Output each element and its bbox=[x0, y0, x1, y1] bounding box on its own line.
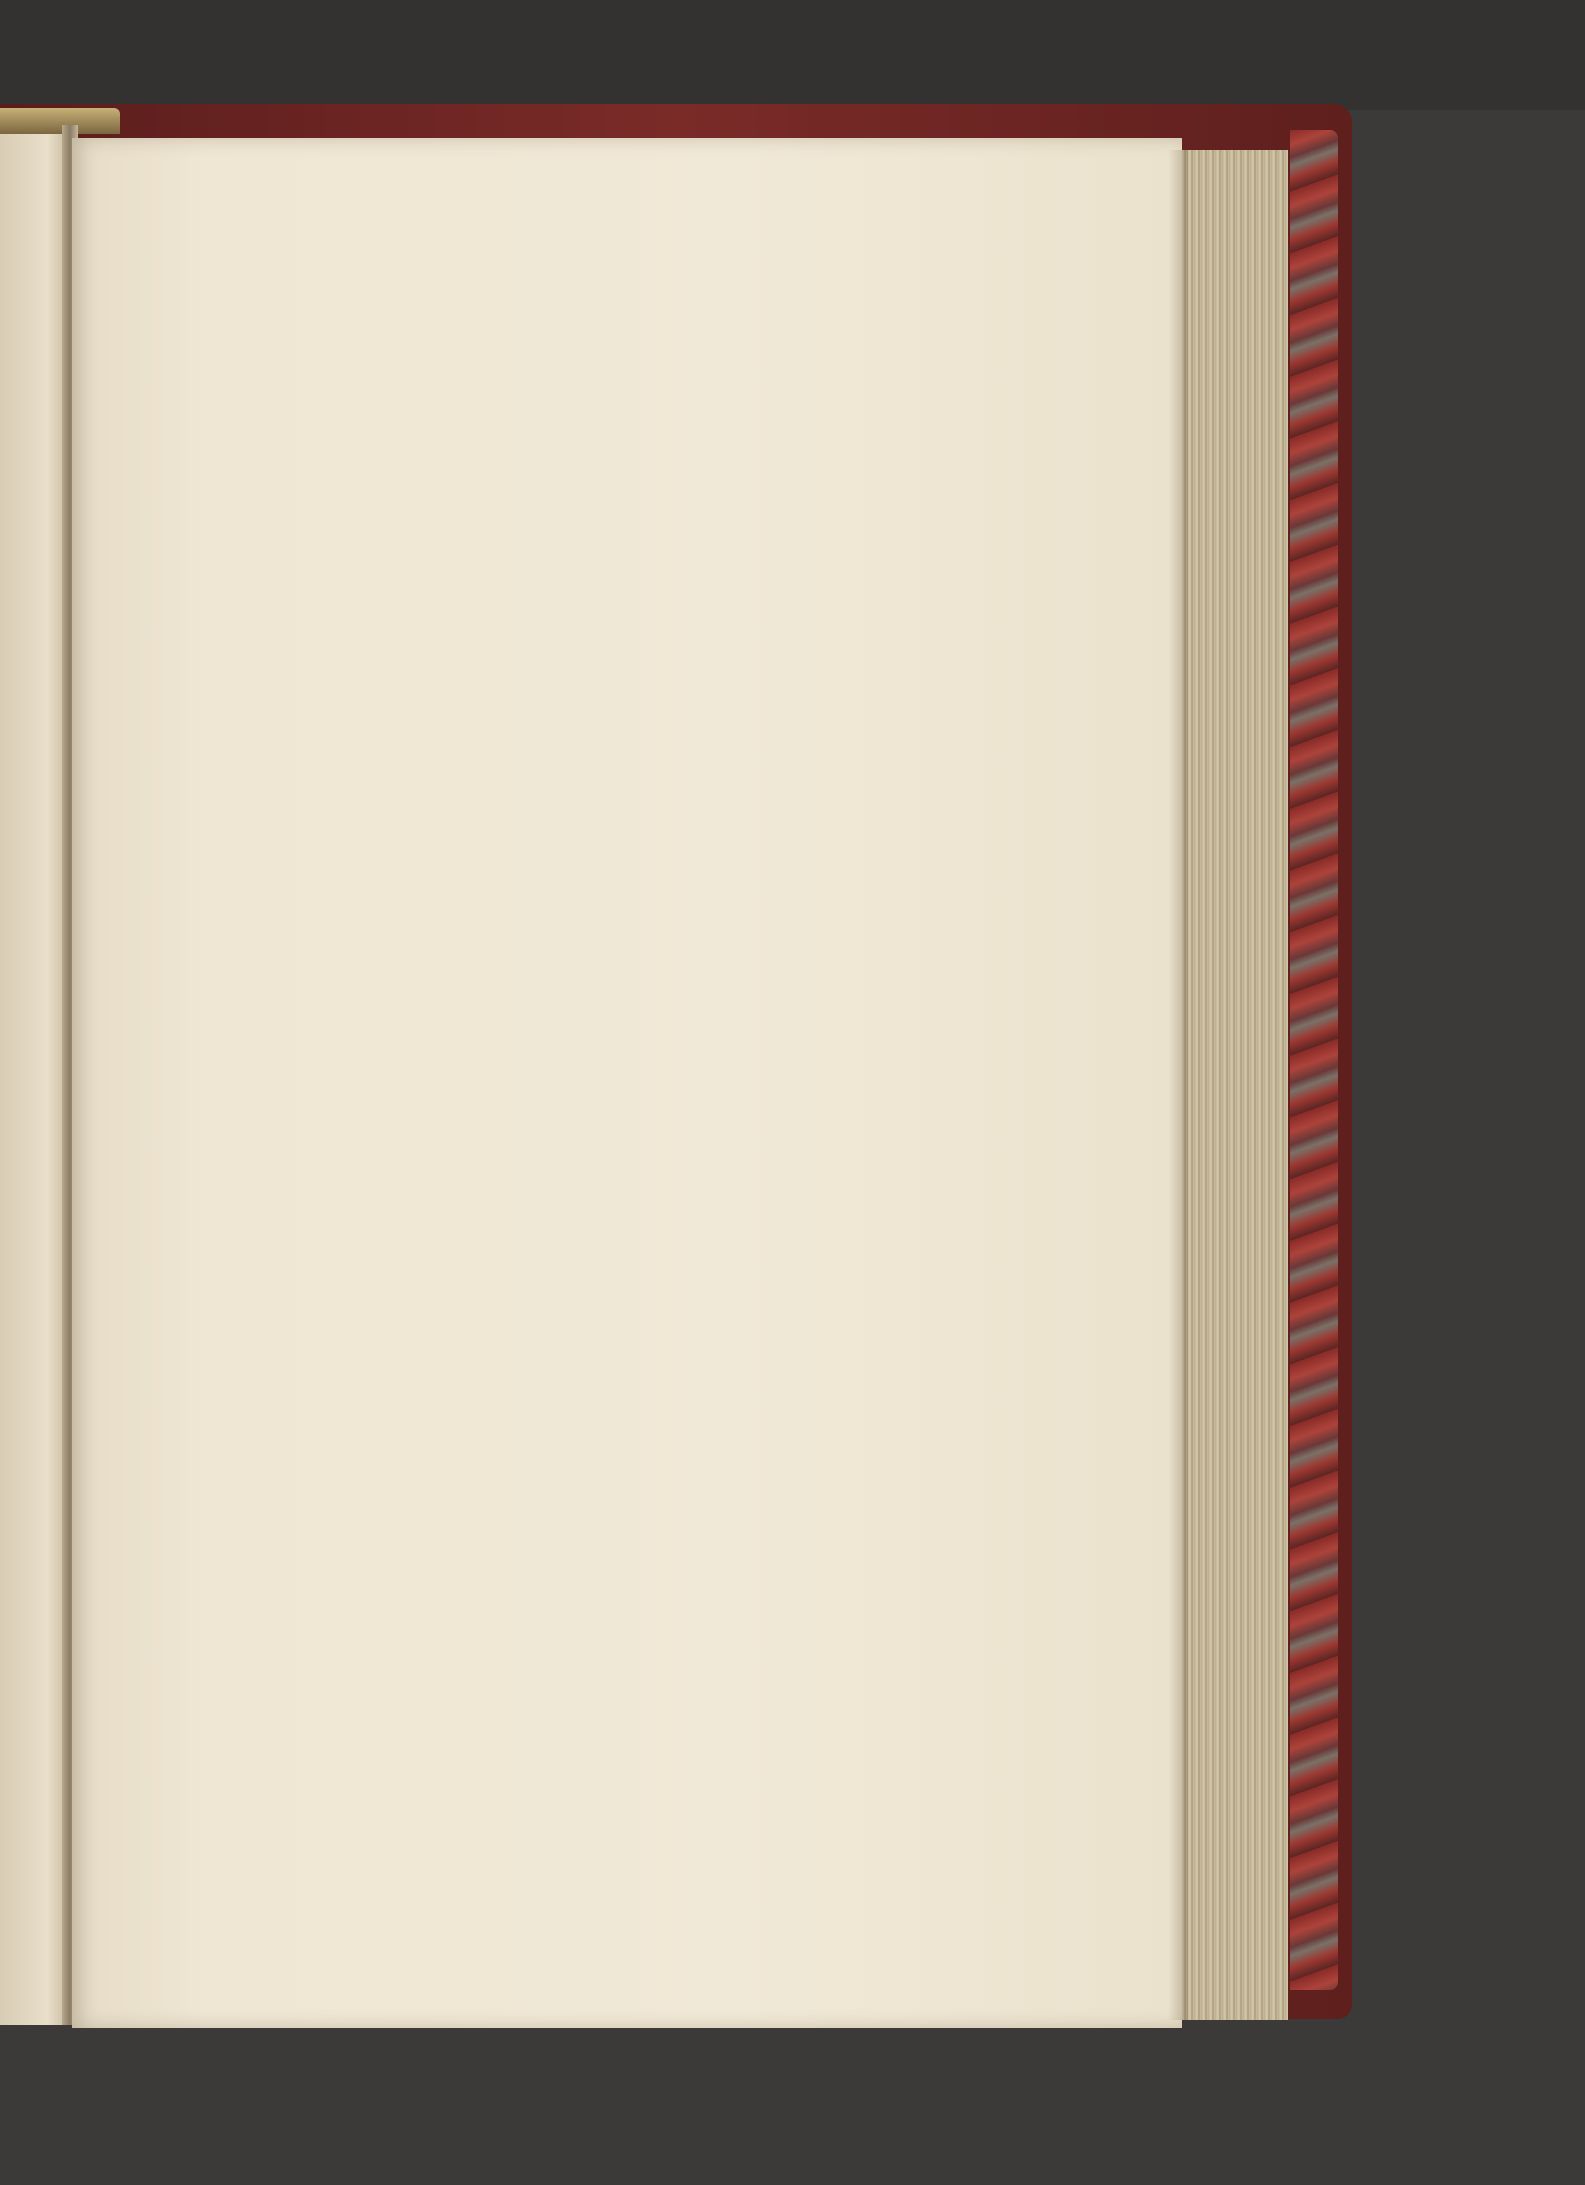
backdrop bbox=[0, 0, 1585, 110]
page-content bbox=[72, 138, 1182, 2028]
page-edges bbox=[1180, 150, 1288, 2020]
right-page bbox=[72, 138, 1182, 2028]
headband bbox=[0, 108, 120, 134]
marbled-edge bbox=[1290, 130, 1338, 1990]
page-edge-shadow bbox=[1168, 150, 1188, 2020]
left-page bbox=[0, 125, 68, 2025]
